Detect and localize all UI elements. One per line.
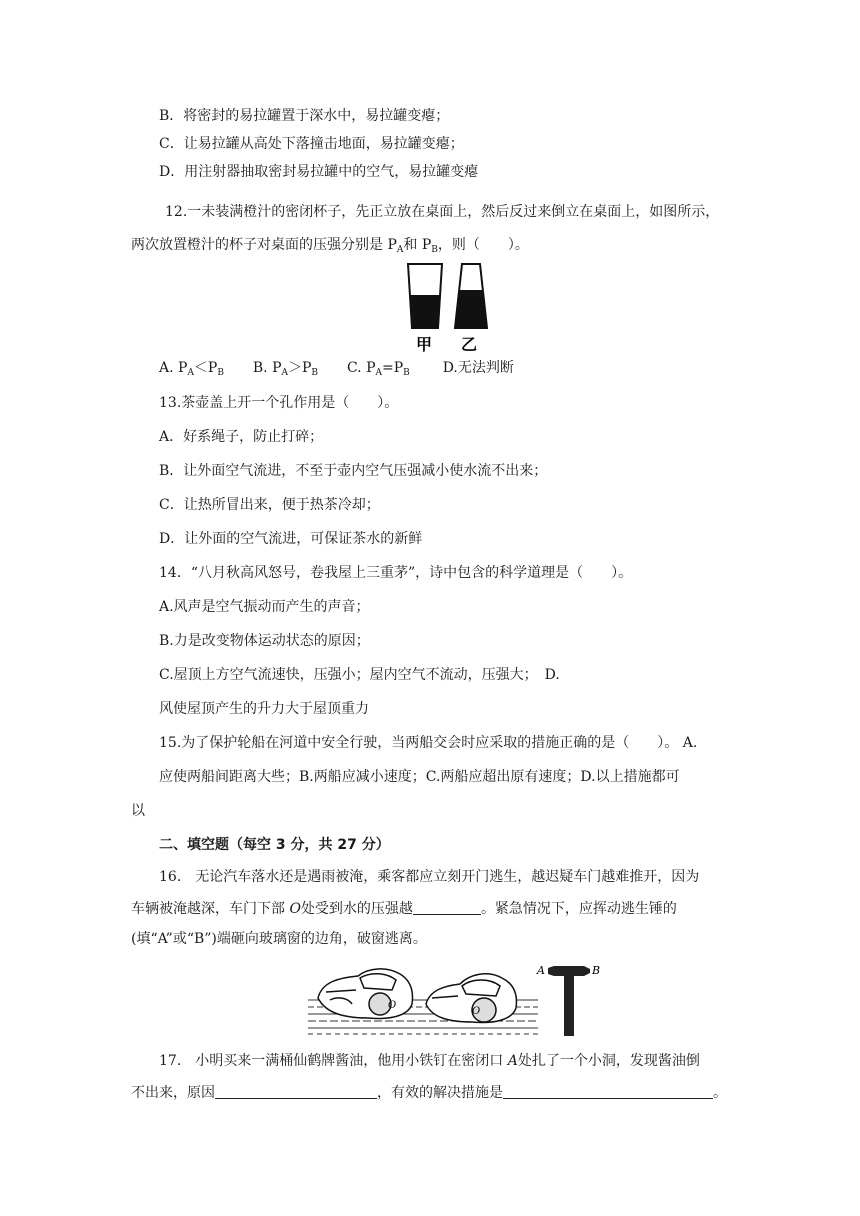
car-left: [318, 969, 413, 1019]
q12-option-a: A. $P_A<P_B$: [159, 360, 224, 378]
label-o-1: O: [388, 1000, 397, 1011]
point-o: O: [289, 901, 301, 917]
answer-blank[interactable]: [413, 900, 481, 915]
juice-jia: [410, 295, 440, 328]
q16-line2: [131, 899, 677, 919]
subscript-a: A: [396, 245, 404, 255]
q16-line1: 16. 无论汽车落水还是遇雨被淹，乘客都应立刻开门逃生，越迟疑车门越难推开，因为: [159, 869, 700, 885]
q12-stem-line1: 12.一未装满橙汁的密闭杯子，先正立放在桌面上，然后反过来倒立在桌面上，如图所示，: [165, 204, 720, 220]
q17-text: 17. 小明买来一满桶仙鹤牌酱油，他用小铁钉在密闭口: [159, 1053, 508, 1069]
q12-text: ，则（ ）。: [437, 237, 529, 253]
q13-option-c: C．让热所冒出来，便于热茶冷却；: [159, 497, 380, 513]
q12-option-d: D.无法判断: [442, 360, 514, 376]
q14-option-a: A.风声是空气振动而产生的声音；: [159, 599, 370, 615]
q17-text: ，有效的解决措施是: [377, 1085, 503, 1101]
point-a: A: [507, 1053, 518, 1069]
juice-yi: [455, 290, 487, 328]
q17-line1: [159, 1051, 700, 1071]
cups-figure: [403, 262, 493, 354]
q13-option-d: D．让外面的空气流进，可保证茶水的新鲜: [159, 531, 423, 547]
label-yi: 乙: [461, 335, 478, 354]
label-jia: 甲: [416, 335, 433, 354]
subscript-b: B: [431, 245, 438, 255]
q15-line3: 以: [131, 803, 145, 819]
q13-option-b: B．让外面空气流进，不至于壶内空气压强减小使水流不出来；: [159, 463, 548, 479]
q12-option-b: B. $P_A>P_B$: [252, 360, 319, 378]
label-b: B: [592, 964, 601, 977]
section-title: 二、填空题（每空 3 分，共 27 分）: [159, 837, 390, 853]
q17-text: 不出来，原因: [131, 1085, 215, 1101]
q12-stem-line2: [131, 235, 529, 260]
q16-line3: (填“A”或“B”)端砸向玻璃窗的边角，破窗逃离。: [131, 931, 427, 947]
q16-text: 。紧急情况下，应挥动逃生锤的: [480, 901, 677, 917]
q12-option-c: C. $P_A=P_B$: [346, 360, 410, 378]
q16-text: 处受到水的压强越: [300, 901, 413, 917]
q13-stem: 13.茶壶盖上开一个孔作用是（ ）。: [159, 395, 399, 411]
q14-option-c: C.屋顶上方空气流速快，压强小；屋内空气不流动，压强大； D.: [159, 667, 560, 683]
q12-text: 两次放置橙汁的杯子对桌面的压强分别是 P: [131, 237, 397, 253]
hammer-icon: [548, 966, 590, 1036]
q13-option-a: A．好系绳子，防止打碎；: [159, 429, 324, 445]
q17-line2: [131, 1083, 727, 1103]
q14-option-b: B.力是改变物体运动状态的原因；: [159, 633, 370, 649]
label-o-2: O: [472, 1006, 481, 1017]
answer-blank-reason[interactable]: [215, 1084, 377, 1099]
q15-line2: 应使两船间距离大些；B.两船应减小速度；C.两船应超出原有速度；D.以上措施都可: [159, 769, 680, 785]
q16-text: 车辆被淹越深，车门下部: [131, 901, 290, 917]
q11-option-d: D．用注射器抽取密封易拉罐中的空气，易拉罐变瘪: [159, 164, 479, 180]
q11-option-c: C．让易拉罐从高处下落撞击地面，易拉罐变瘪；: [159, 136, 464, 152]
q14-stem: 14．“八月秋高风怒号，卷我屋上三重茅”，诗中包含的科学道理是（ ）。: [159, 565, 633, 581]
q11-option-b: B．将密封的易拉罐置于深水中，易拉罐变瘪；: [159, 108, 450, 124]
label-a: A: [537, 964, 545, 977]
cars-hammer-figure: [308, 960, 608, 1038]
q17-text: 处扎了一个小洞，发现酱油倒: [517, 1053, 700, 1069]
q15-line1: 15.为了保护轮船在河道中安全行驶，当两船交会时应采取的措施正确的是（ ）。 A.: [159, 735, 698, 751]
q14-option-d: 风使屋顶产生的升力大于屋顶重力: [159, 701, 369, 717]
answer-blank-solution[interactable]: [503, 1084, 713, 1099]
q12-text: 和 P: [403, 237, 432, 253]
q12-options: [159, 358, 514, 383]
q17-text: 。: [713, 1085, 727, 1101]
